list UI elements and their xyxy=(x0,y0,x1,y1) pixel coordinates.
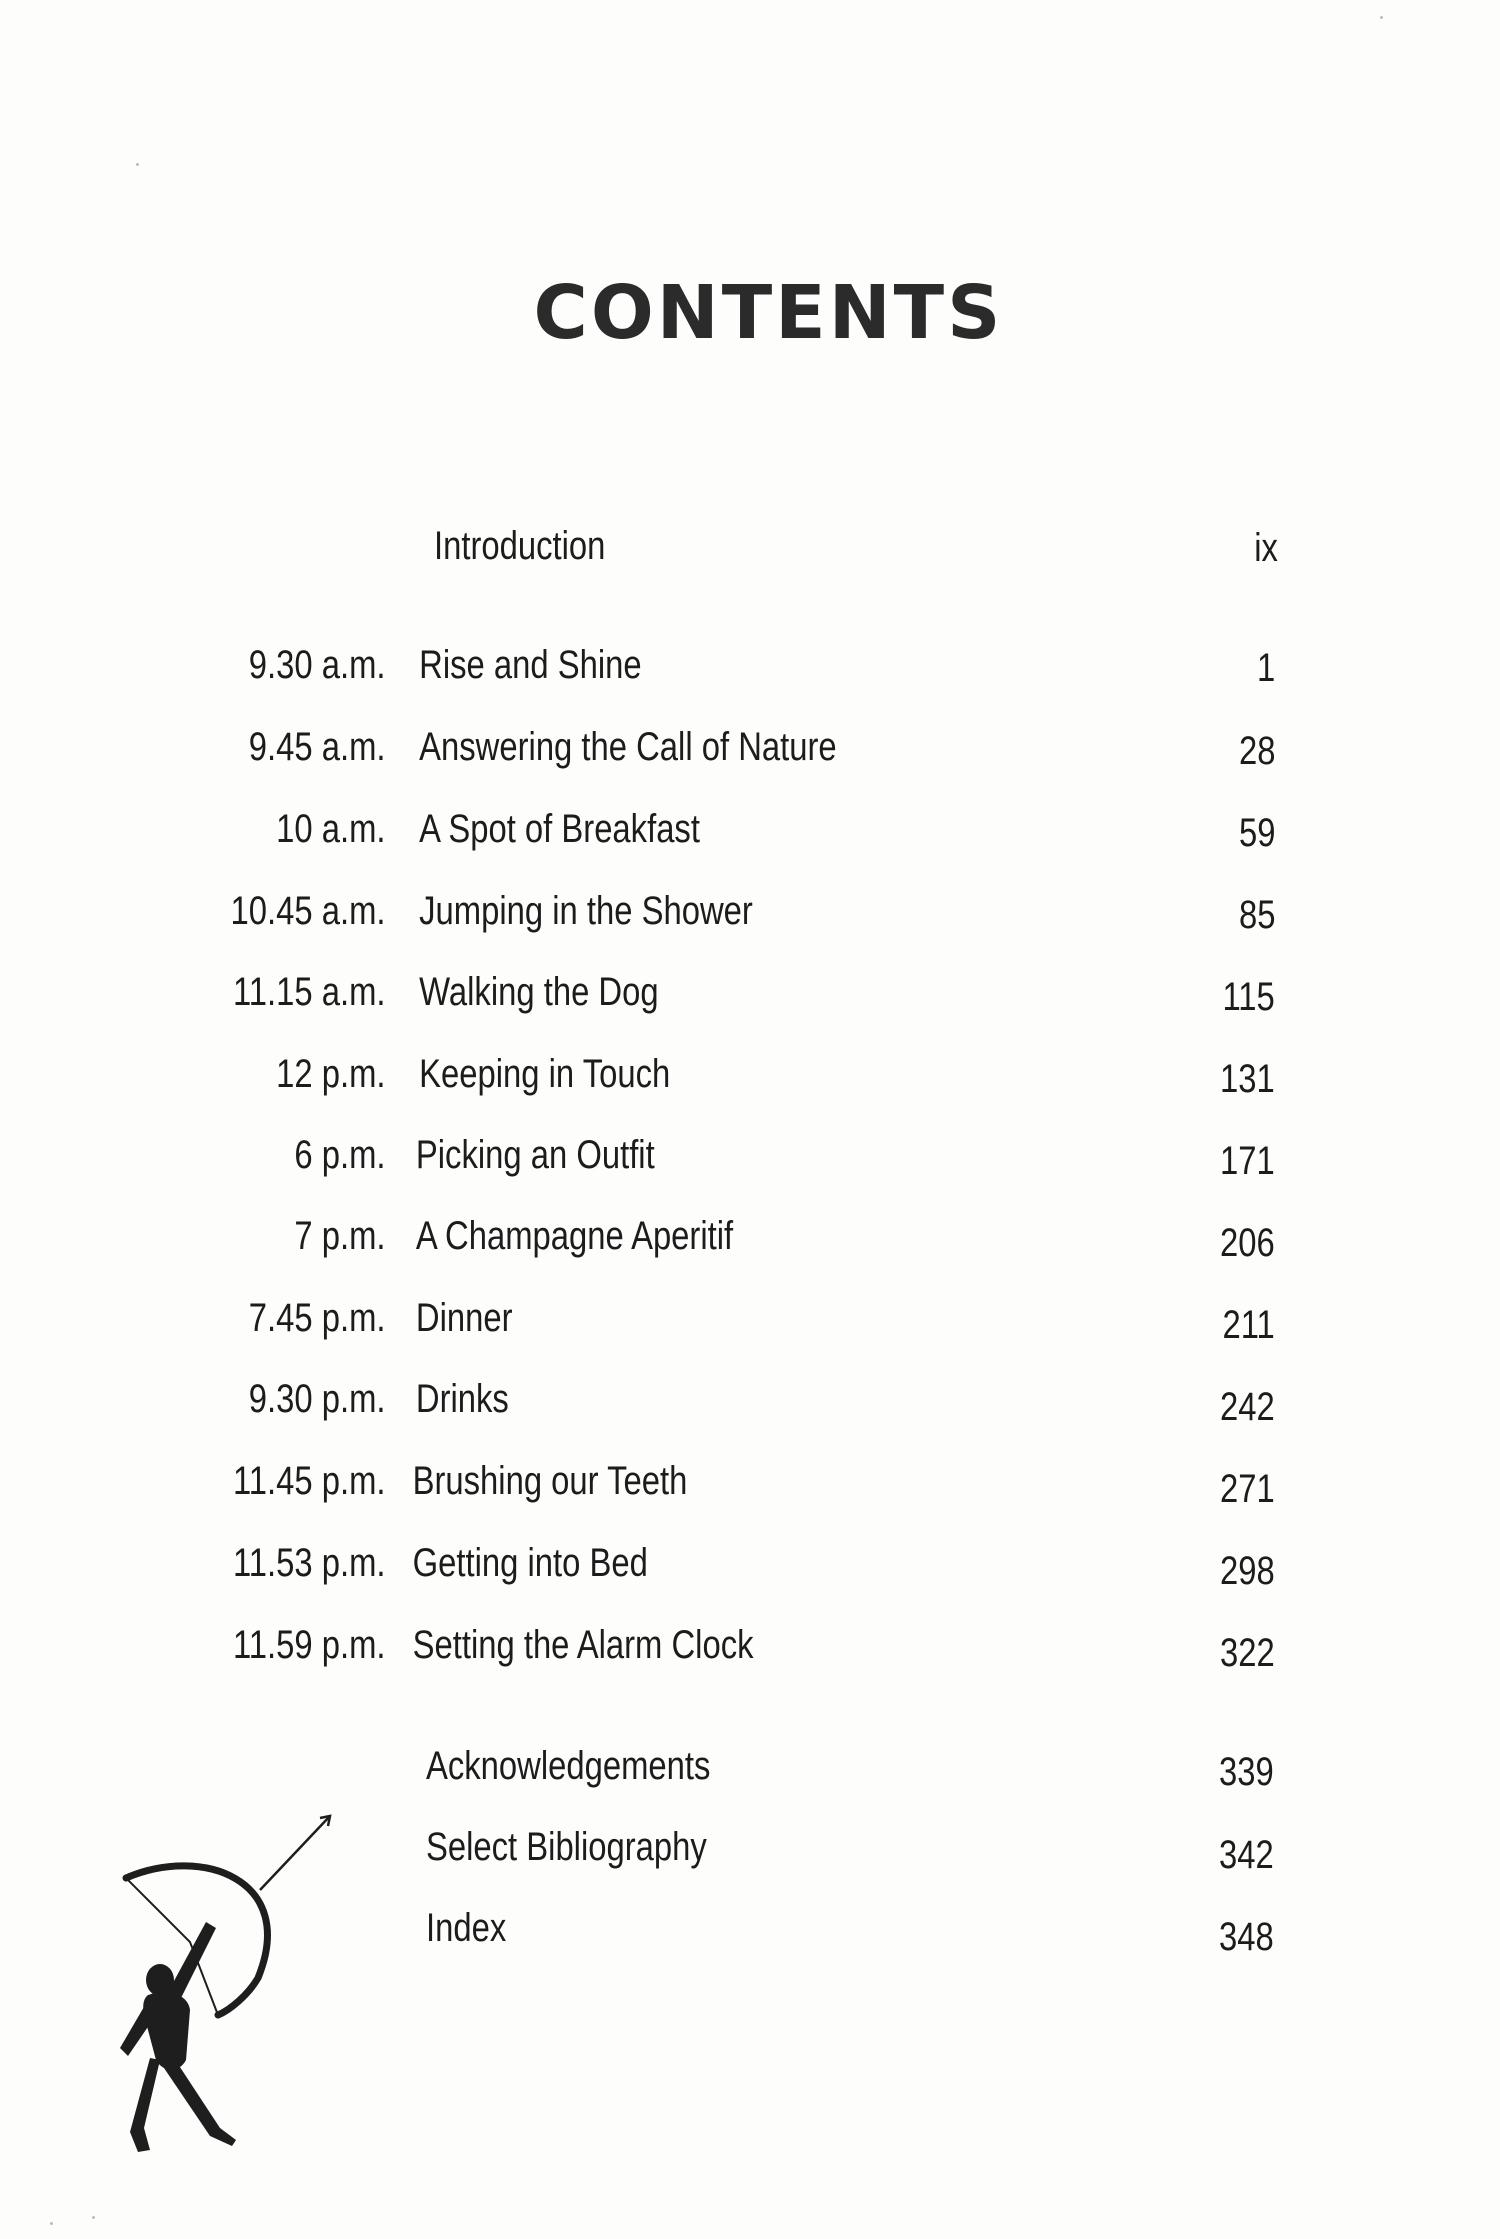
toc-chapter-page: 1 xyxy=(1256,646,1275,690)
toc-chapter-title: Brushing our Teeth xyxy=(412,1459,688,1503)
toc-chapter-row xyxy=(60,807,831,867)
toc-chapter-title: Jumping in the Shower xyxy=(419,889,753,933)
toc-entry-title: Introduction xyxy=(434,524,606,568)
toc-chapter-page: 242 xyxy=(1220,1385,1275,1429)
scan-speck xyxy=(1380,16,1383,19)
toc-chapter-page: 85 xyxy=(1238,893,1275,937)
toc-entry-title: Select Bibliography xyxy=(426,1825,707,1869)
toc-chapter-row xyxy=(60,643,831,703)
toc-chapter-time: 7 p.m. xyxy=(294,1214,386,1258)
arrow-icon xyxy=(260,1816,330,1890)
toc-chapter-time: 10.45 a.m. xyxy=(230,889,386,933)
toc-chapter-page: 115 xyxy=(1222,975,1275,1019)
toc-entry-introduction xyxy=(434,524,844,584)
toc-entry-bibliography xyxy=(426,1825,836,1885)
toc-chapter-time: 9.45 a.m. xyxy=(248,725,386,769)
toc-chapter-title: Dinner xyxy=(415,1296,513,1340)
toc-entry-acknowledgements xyxy=(426,1744,836,1804)
toc-chapter-title: Setting the Alarm Clock xyxy=(412,1623,754,1667)
toc-chapter-time: 11.53 p.m. xyxy=(232,1541,386,1585)
scan-speck xyxy=(92,2216,95,2219)
toc-chapter-title: Answering the Call of Nature xyxy=(419,725,837,769)
toc-chapter-title: A Spot of Breakfast xyxy=(419,807,700,851)
page-title: CONTENTS xyxy=(533,270,1004,356)
toc-chapter-page: 206 xyxy=(1220,1221,1275,1265)
archer-figure-icon xyxy=(120,1922,236,2152)
toc-chapter-time: 11.45 p.m. xyxy=(232,1459,386,1503)
toc-chapter-time: 11.59 p.m. xyxy=(232,1623,386,1667)
toc-entry-page: 339 xyxy=(1219,1750,1274,1794)
toc-chapter-page: 131 xyxy=(1220,1057,1275,1101)
toc-chapter-time: 9.30 a.m. xyxy=(248,643,386,687)
toc-chapter-time: 9.30 p.m. xyxy=(248,1377,386,1421)
toc-chapter-title: Rise and Shine xyxy=(419,643,642,687)
archer-icon xyxy=(108,1810,348,2160)
toc-chapter-row xyxy=(60,1541,831,1601)
toc-entry-page: 342 xyxy=(1219,1833,1274,1877)
toc-chapter-page: 211 xyxy=(1222,1303,1275,1347)
toc-chapter-time: 12 p.m. xyxy=(276,1052,386,1096)
toc-chapter-title: Getting into Bed xyxy=(412,1541,648,1585)
toc-chapter-page: 271 xyxy=(1220,1467,1275,1511)
toc-chapter-page: 298 xyxy=(1220,1549,1275,1593)
toc-chapter-time: 6 p.m. xyxy=(294,1133,386,1177)
toc-chapter-row xyxy=(60,1377,831,1437)
toc-chapter-row xyxy=(60,725,837,785)
toc-chapter-row xyxy=(60,1296,831,1356)
toc-entry-title: Acknowledgements xyxy=(426,1744,711,1788)
toc-chapter-row xyxy=(60,1133,831,1193)
toc-chapter-page: 59 xyxy=(1238,811,1275,855)
toc-chapter-page: 322 xyxy=(1220,1631,1275,1675)
toc-chapter-row xyxy=(60,1459,831,1519)
toc-chapter-title: A Champagne Aperitif xyxy=(415,1214,734,1258)
toc-chapter-row xyxy=(60,1214,831,1274)
toc-chapter-row xyxy=(60,1623,831,1683)
scan-speck xyxy=(50,2222,53,2225)
toc-chapter-time: 7.45 p.m. xyxy=(248,1296,386,1340)
toc-chapter-title: Keeping in Touch xyxy=(419,1052,671,1096)
toc-chapter-time: 11.15 a.m. xyxy=(232,970,386,1014)
toc-chapter-title: Walking the Dog xyxy=(419,970,659,1014)
toc-chapter-page: 171 xyxy=(1220,1139,1275,1183)
toc-chapter-title: Picking an Outfit xyxy=(415,1133,655,1177)
toc-chapter-row xyxy=(60,1052,831,1112)
toc-chapter-page: 28 xyxy=(1238,729,1275,773)
scan-speck xyxy=(136,163,139,166)
toc-chapter-row xyxy=(60,889,831,949)
toc-chapter-title: Drinks xyxy=(415,1377,509,1421)
toc-entry-page: ix xyxy=(1254,526,1278,570)
toc-entry-page: 348 xyxy=(1219,1915,1274,1959)
toc-chapter-time: 10 a.m. xyxy=(276,807,386,851)
toc-entry-title: Index xyxy=(426,1906,507,1950)
toc-chapter-row xyxy=(60,970,831,1030)
toc-entry-index xyxy=(426,1906,836,1966)
